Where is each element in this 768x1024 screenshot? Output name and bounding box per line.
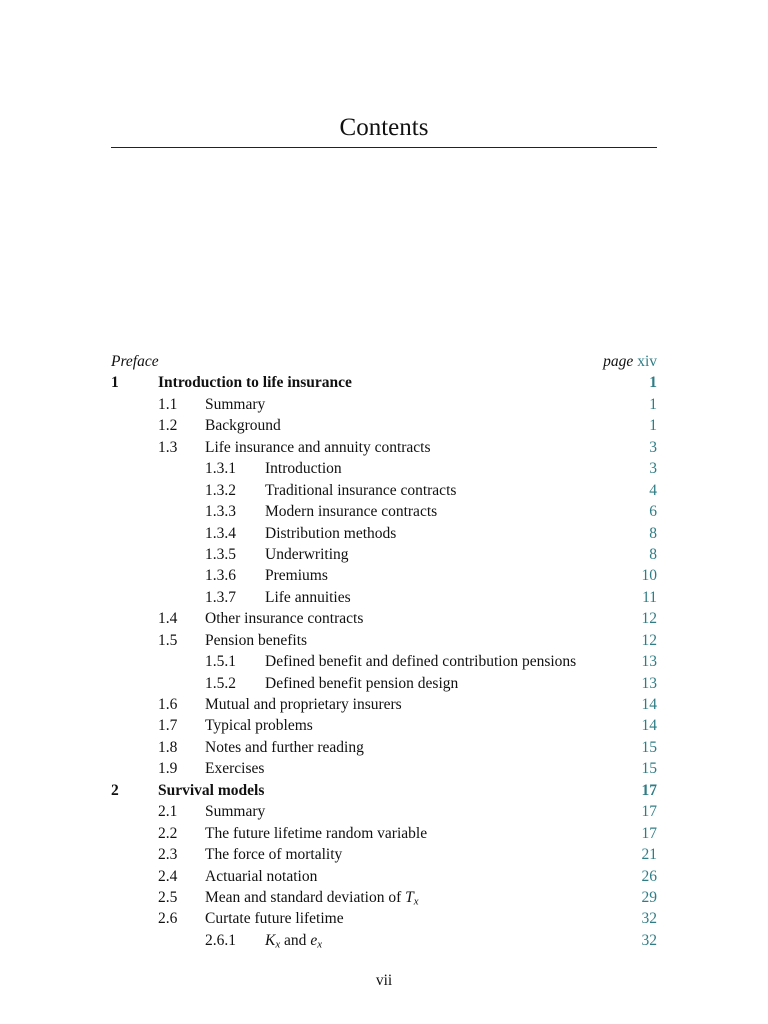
toc-page: 13 [641, 674, 657, 692]
page-label: page [603, 353, 634, 370]
toc-page: 8 [649, 524, 657, 542]
math-symbol: e [310, 931, 318, 949]
toc-number: 1 [111, 374, 119, 392]
toc-number: 1.5 [158, 631, 178, 649]
toc-row-section[interactable] [111, 758, 657, 779]
toc-page: 14 [641, 717, 657, 735]
math-subscript: x [317, 938, 323, 951]
toc-number: 1.1 [158, 395, 178, 413]
toc-row-section[interactable] [111, 415, 657, 436]
math-symbol: T [405, 888, 414, 906]
toc-title: Introduction [265, 460, 342, 478]
math-subscript: x [275, 938, 281, 951]
toc-title: Actuarial notation [205, 867, 318, 885]
toc-page: 13 [641, 653, 657, 671]
toc-page: 26 [641, 867, 657, 885]
page-title: Contents [339, 114, 429, 141]
toc-page: 12 [641, 610, 657, 628]
toc-number: 1.3.4 [205, 524, 236, 542]
toc-title: Pension benefits [205, 631, 308, 649]
toc-title: Other insurance contracts [205, 610, 364, 628]
toc-number: 1.3.5 [205, 545, 236, 563]
toc-page: 6 [649, 503, 657, 521]
toc-title: Summary [205, 803, 266, 821]
page-number: vii [375, 972, 393, 989]
toc-page: 8 [649, 545, 657, 563]
toc-page: 29 [641, 888, 657, 906]
toc-row-section[interactable] [111, 823, 657, 844]
toc-page: 11 [642, 588, 657, 606]
toc-row-subsection[interactable] [111, 651, 657, 672]
toc-row-subsection[interactable] [111, 544, 657, 565]
toc-title: Defined benefit and defined contribution pensions [265, 653, 577, 671]
toc-row-section[interactable] [111, 801, 657, 822]
toc-title: Life annuities [265, 588, 351, 606]
toc-title: Preface [111, 353, 159, 370]
toc-page: 15 [641, 760, 657, 778]
toc-page: 21 [641, 846, 657, 864]
toc-row-preface[interactable] [111, 351, 657, 372]
toc-number: 1.3.2 [205, 481, 236, 499]
toc-row-section[interactable] [111, 844, 657, 865]
toc-number: 2.3 [158, 846, 178, 864]
toc-row-subsection[interactable] [111, 458, 657, 479]
toc-page: 17 [641, 824, 657, 842]
toc-row-subsection[interactable] [111, 673, 657, 694]
toc-row-chapter[interactable] [111, 780, 657, 801]
toc-title: The future lifetime random variable [205, 824, 428, 842]
toc-number: 2 [111, 781, 119, 799]
toc-title: Traditional insurance contracts [265, 481, 457, 499]
toc-row-section[interactable] [111, 394, 657, 415]
toc-row-subsection[interactable] [111, 523, 657, 544]
toc-page: 14 [641, 696, 657, 713]
toc-row-section[interactable] [111, 437, 657, 458]
toc-number: 1.5.2 [205, 674, 236, 692]
toc-number: 1.5.1 [205, 653, 236, 671]
toc-row-section[interactable] [111, 608, 657, 629]
toc-number: 2.1 [158, 803, 178, 821]
toc-number: 2.2 [158, 824, 178, 842]
toc-row-section[interactable] [111, 887, 657, 908]
table-of-contents [111, 351, 657, 951]
toc-number: 2.6 [158, 910, 178, 928]
toc-title: Notes and further reading [205, 738, 364, 756]
toc-row-subsection[interactable] [111, 501, 657, 522]
toc-page: 32 [641, 910, 657, 928]
toc-title: Premiums [265, 567, 328, 585]
toc-number: 1.4 [158, 610, 178, 628]
toc-number: 1.3.6 [205, 567, 236, 585]
toc-title-text: and [280, 931, 311, 949]
toc-page: 1 [649, 417, 657, 435]
toc-row-section[interactable] [111, 630, 657, 651]
toc-page: xiv [637, 353, 657, 370]
toc-page: 32 [641, 931, 657, 949]
toc-row-subsection[interactable] [111, 565, 657, 586]
toc-number: 1.6 [158, 696, 178, 713]
toc-title [265, 930, 322, 951]
toc-title: Modern insurance contracts [265, 503, 438, 521]
toc-title: Summary [205, 395, 266, 413]
toc-number: 1.3 [158, 438, 178, 456]
toc-number: 1.7 [158, 717, 178, 735]
toc-title: Distribution methods [265, 524, 397, 542]
toc-title: Defined benefit pension design [265, 674, 459, 692]
toc-number: 1.3.3 [205, 503, 236, 521]
toc-title: Mutual and proprietary insurers [205, 696, 402, 713]
toc-page: 12 [641, 631, 657, 649]
math-subscript: x [413, 895, 419, 908]
toc-page: 3 [649, 438, 657, 456]
toc-page: 3 [649, 460, 657, 478]
toc-row-section[interactable] [111, 866, 657, 887]
math-symbol: K [265, 931, 276, 949]
toc-row-chapter[interactable] [111, 372, 657, 393]
toc-title: Exercises [205, 760, 265, 778]
toc-page: 10 [641, 567, 657, 585]
toc-title-text: Mean and standard deviation of [205, 888, 406, 906]
toc-row-subsection[interactable] [111, 930, 657, 951]
toc-page: 17 [641, 781, 657, 799]
toc-title: Introduction to life insurance [158, 374, 352, 392]
toc-row-section[interactable] [111, 694, 657, 715]
toc-title: Curtate future lifetime [205, 910, 344, 928]
toc-title: Typical problems [205, 717, 313, 735]
toc-title [205, 887, 419, 908]
toc-row-subsection[interactable] [111, 480, 657, 501]
toc-title: Background [205, 417, 281, 435]
toc-page: 15 [641, 738, 657, 756]
toc-title: The force of mortality [205, 846, 343, 864]
toc-number: 1.3.1 [205, 460, 236, 478]
title-rule [111, 147, 657, 148]
toc-page: 1 [649, 395, 657, 413]
toc-row-subsection[interactable] [111, 587, 657, 608]
toc-title: Underwriting [265, 545, 349, 563]
toc-title: Life insurance and annuity contracts [205, 438, 431, 456]
toc-row-section[interactable] [111, 715, 657, 736]
toc-page: 17 [641, 803, 657, 821]
toc-row-section[interactable] [111, 737, 657, 758]
toc-number: 1.8 [158, 738, 178, 756]
toc-title: Survival models [158, 781, 265, 799]
toc-page: 1 [649, 374, 657, 392]
toc-number: 2.4 [158, 867, 178, 885]
toc-page: 4 [649, 481, 657, 499]
toc-number: 1.2 [158, 417, 178, 435]
toc-number: 1.3.7 [205, 588, 236, 606]
toc-number: 1.9 [158, 760, 178, 778]
toc-number: 2.5 [158, 888, 178, 906]
toc-row-section[interactable] [111, 908, 657, 929]
toc-number: 2.6.1 [205, 931, 236, 949]
